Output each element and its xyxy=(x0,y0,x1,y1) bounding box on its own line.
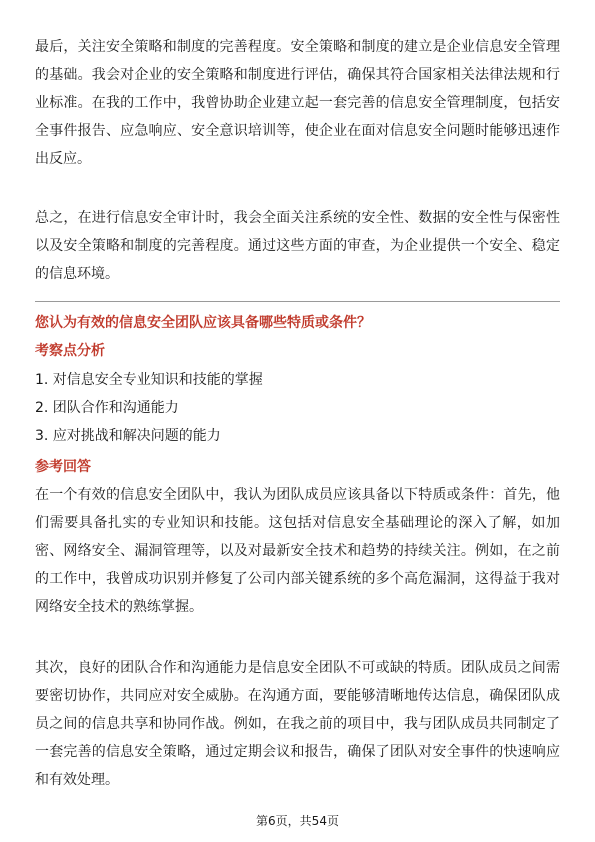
section-divider xyxy=(35,301,560,302)
answer-paragraph-teamwork: 其次，良好的团队合作和沟通能力是信息安全团队不可或缺的特质。团队成员之间需要密切协作，共同应对安全威胁。在沟通方面，要能够清晰地传达信息，确保团队成员之间的信息共享和协同作战。例如，在我之前的项目中，我与团队成员共同制定了一套完善的信息安全策略，通过定期会议和报告，确保了团队对安全事件的快速响应和有效处理。 xyxy=(35,660,560,788)
page-number-footer: 第6页，共54页 xyxy=(256,814,339,828)
analysis-point: 3. 应对挑战和解决问题的能力 xyxy=(35,428,221,444)
interview-question: 您认为有效的信息安全团队应该具备哪些特质或条件？ xyxy=(35,315,371,331)
body-paragraph-policy: 最后，关注安全策略和制度的完善程度。安全策略和制度的建立是企业信息安全管理的基础。我会对企业的安全策略和制度进行评估，确保其符合国家相关法律法规和行业标准。在我的工作中，我曾协助企业建立起一套完善的信息安全管理制度，包括安全事件报告、应急响应、安全意识培训等，使企业在面对信息安全问题时能够迅速作出反应。 xyxy=(35,39,560,167)
body-paragraph-summary: 总之，在进行信息安全审计时，我会全面关注系统的安全性、数据的安全性与保密性以及安全策略和制度的完善程度。通过这些方面的审查，为企业提供一个安全、稳定的信息环境。 xyxy=(35,210,560,282)
answer-paragraph-skills: 在一个有效的信息安全团队中，我认为团队成员应该具备以下特质或条件：首先，他们需要具备扎实的专业知识和技能。这包括对信息安全基础理论的深入了解，如加密、网络安全、漏洞管理等，以及对最新安全技术和趋势的持续关注。例如，在之前的工作中，我曾成功识别并修复了公司内部关键系统的多个高危漏洞，这得益于我对网络安全技术的熟练掌握。 xyxy=(35,487,560,615)
analysis-point: 2. 团队合作和沟通能力 xyxy=(35,400,179,416)
answer-heading: 参考回答 xyxy=(35,459,91,475)
analysis-heading: 考察点分析 xyxy=(35,343,105,359)
analysis-point: 1. 对信息安全专业知识和技能的掌握 xyxy=(35,372,263,388)
analysis-points-list xyxy=(35,366,560,450)
